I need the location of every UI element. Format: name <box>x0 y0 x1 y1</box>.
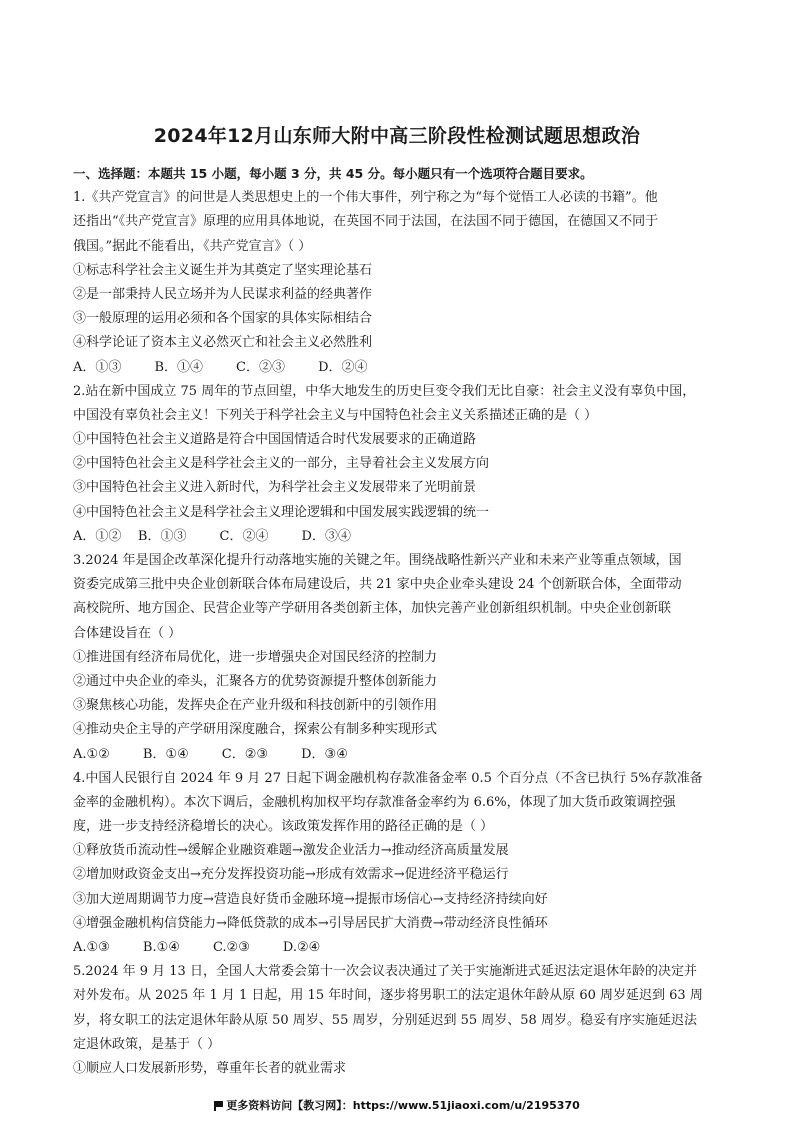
text-line: 俄国。”据此不能看出，《共产党宣言》（ ） <box>73 238 312 254</box>
answer-options: A.①② B．①④ C．②③ D．③④ <box>73 746 348 762</box>
text-line: ①标志科学社会主义诞生并为其奠定了坚实理论基石 <box>73 262 373 278</box>
text-line: ④科学论证了资本主义必然灭亡和社会主义必然胜利 <box>73 335 373 351</box>
text-line: ①中国特色社会主义道路是符合中国国情适合时代发展要求的正确道路 <box>73 432 477 448</box>
section-heading: 一、选择题：本题共 15 小题，每小题 3 分，共 45 分。每小题只有一个选项符合题目要求。 <box>73 166 593 181</box>
text-line: 金率的金融机构）。本次下调后，金融机构加权平均存款准备金率约为 6.6%，体现了加大货币政策调控强 <box>73 794 676 810</box>
text-line: 度，进一步支持经济稳增长的决心。该政策发挥作用的路径正确的是（ ） <box>73 819 494 835</box>
document-body <box>73 162 725 1081</box>
text-line: 对外发布。从 2025 年 1 月 1 日起，用 15 年时间，逐步将男职工的法定退休年龄从原 60 周岁延迟到 63 周 <box>73 988 703 1004</box>
text-line: 岁，将女职工的法定退休年龄从原 50 周岁、55 周岁，分别延迟到 55 周岁、58 周岁。稳妥有序实施延迟法 <box>73 1012 697 1028</box>
answer-options: A．①② B．①③ C．②④ D．③④ <box>73 528 351 544</box>
text-line: ③一般原理的运用必须和各个国家的具体实际相结合 <box>73 311 373 327</box>
text-line: 合体建设旨在（ ） <box>73 625 182 641</box>
text-line: ④中国特色社会主义是科学社会主义理论逻辑和中国发展实践逻辑的统一 <box>73 504 490 520</box>
text-line: ①推进国有经济布局优化，进一步增强央企对国民经济的控制力 <box>73 649 438 665</box>
text-line: 中国没有辜负社会主义！下列关于科学社会主义与中国特色社会主义关系描述正确的是（ ） <box>73 407 598 423</box>
text-line: ②通过中央企业的牵头，汇聚各方的优势资源提升整体创新能力 <box>73 673 438 689</box>
text-line: 定退休政策，是基于（ ） <box>73 1036 221 1052</box>
text-line: 资委完成第三批中央企业创新联合体布局建设后，共 21 家中央企业牵头建设 24 个创新联合体，全面带动 <box>73 577 682 593</box>
text-line: 5.2024 年 9 月 13 日，全国人大常委会第十一次会议表决通过了关于实施渐进式延迟法定退休年龄的决定并 <box>73 964 697 980</box>
text-line: 4.中国人民银行自 2024 年 9 月 27 日起下调金融机构存款准备金率 0.5 个百分点（不含已执行 5%存款准备 <box>73 770 703 786</box>
page-title: 2024年12月山东师大附中高三阶段性检测试题思想政治 <box>153 125 641 147</box>
text-line: ①顺应人口发展新形势，尊重年长者的就业需求 <box>73 1060 347 1076</box>
answer-options: A.①③ B.①④ C.②③ D.②④ <box>73 940 321 955</box>
text-line: ③加大逆周期调节力度→营造良好货币金融环境→提振市场信心→支持经济持续向好 <box>73 891 548 907</box>
text-line: ④增强金融机构信贷能力→降低贷款的成本→引导居民扩大消费→带动经济良性循环 <box>73 915 548 931</box>
text-line: 2.站在新中国成立 75 周年的节点回望，中华大地发生的历史巨变令我们无比自豪：社会主义没有辜负中国， <box>73 383 696 399</box>
footer-link[interactable] <box>0 1097 794 1113</box>
text-line: 3.2024 年是国企改革深化提升行动落地实施的关键之年。围绕战略性新兴产业和未来产业等重点领域，国 <box>73 553 682 568</box>
text-line: 高校院所、地方国企、民营企业等产学研用各类创新主体，加快完善产业创新组织机制。中央企业创新联 <box>73 601 672 617</box>
text-line: ②增加财政资金支出→充分发挥投资功能→形成有效需求→促进经济平稳运行 <box>73 867 509 883</box>
text-line: 1.《共产党宣言》的问世是人类思想史上的一个伟大事件，列宁称之为“每个觉悟工人必读的书籍”。他 <box>73 190 658 206</box>
answer-options: A．①③ B．①④ C．②③ D．②④ <box>73 359 368 375</box>
text-line: 还指出“《共产党宣言》原理的应用具体地说，在英国不同于法国，在法国不同于德国，在德国又不同于 <box>73 214 659 230</box>
text-line: ④推动央企主导的产学研用深度融合，探索公有制多种实现形式 <box>73 722 438 738</box>
footer-text: 更多资料访问【教习网】：https://www.51jiaoxi.com/u/2195370 <box>226 1099 580 1112</box>
text-line: ①释放货币流动性→缓解企业融资难题→激发企业活力→推动经济高质量发展 <box>73 843 509 859</box>
flag-icon <box>214 1101 223 1110</box>
text-line: ③中国特色社会主义进入新时代，为科学社会主义发展带来了光明前景 <box>73 480 477 496</box>
text-line: ②是一部秉持人民立场并为人民谋求利益的经典著作 <box>73 286 373 302</box>
text-line: ②中国特色社会主义是科学社会主义的一部分，主导着社会主义发展方向 <box>73 456 490 472</box>
text-line: ③聚焦核心功能，发挥央企在产业升级和科技创新中的引领作用 <box>73 698 438 714</box>
